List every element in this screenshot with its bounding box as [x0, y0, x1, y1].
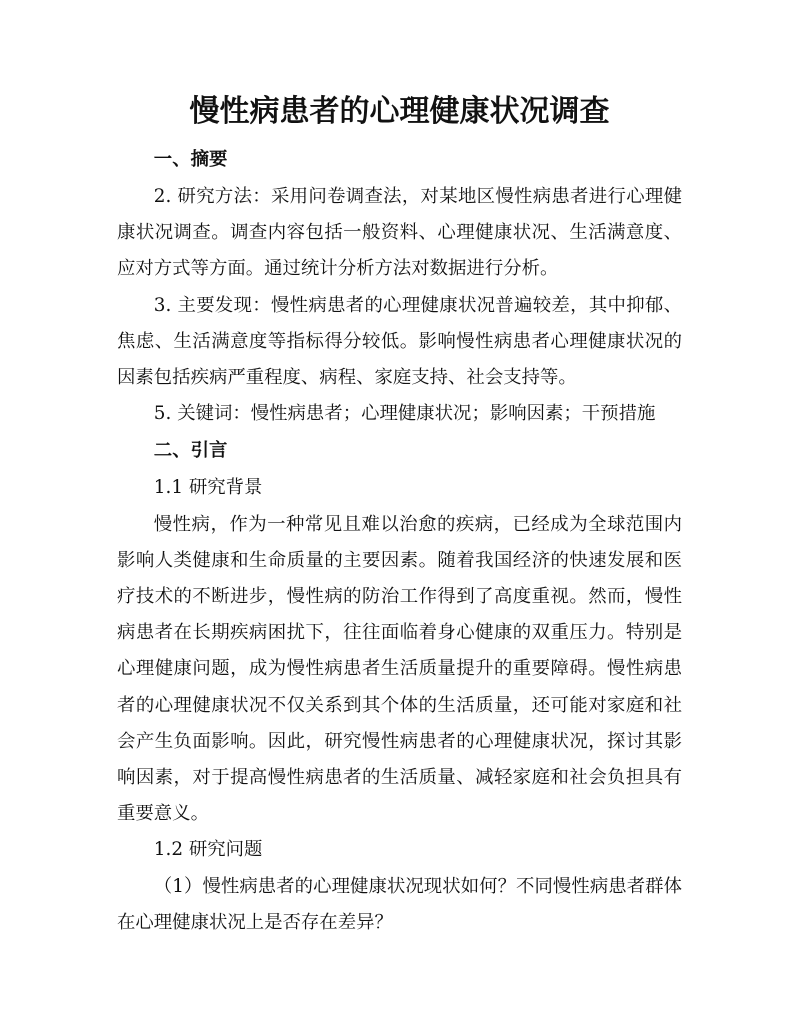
abstract-heading: 一、摘要 [153, 149, 228, 170]
keywords-paragraph: 5. 关键词：慢性病患者；心理健康状况；影响因素；干预措施 [153, 403, 656, 425]
background-heading: 1.1 研究背景 [153, 477, 263, 499]
document-body [117, 141, 682, 941]
method-paragraph: 2. 研究方法：采用问卷调查法，对某地区慢性病患者进行心理健康状况调查。调查内容包括一般资料、心理健康状况、生活满意度、应对方式等方面。通过统计分析方法对数据进行分析。 [117, 186, 682, 280]
findings-paragraph: 3. 主要发现：慢性病患者的心理健康状况普遍较差，其中抑郁、焦虑、生活满意度等指标得分较低。影响慢性病患者心理健康状况的因素包括疾病严重程度、病程、家庭支持、社会支持等。 [117, 294, 682, 389]
intro-heading: 二、引言 [153, 440, 228, 462]
question-heading: 1.2 研究问题 [153, 839, 263, 861]
page-title: 慢性病患者的心理健康状况调查 [189, 94, 610, 129]
question-1-paragraph: （1）慢性病患者的心理健康状况现状如何？不同慢性病患者群体在心理健康状况上是否存在差异？ [117, 875, 682, 933]
background-paragraph: 慢性病，作为一种常见且难以治愈的疾病，已经成为全球范围内影响人类健康和生命质量的主要因素。随着我国经济的快速发展和医疗技术的不断进步，慢性病的防治工作得到了高度重视。然而，慢性病患者在长期疾病困扰下，往往面临着身心健康的双重压力。特别是心理健康问题，成为慢性病患者生活质量提升的重要障碍。慢性病患者的心理健康状况不仅关系到其个体的生活质量，还可能对家庭和社会产生负面影响。因此，研究慢性病患者的心理健康状况，探讨其影响因素，对于提高慢性病患者的生活质量、减轻家庭和社会负担具有重要意义。 [117, 513, 682, 825]
